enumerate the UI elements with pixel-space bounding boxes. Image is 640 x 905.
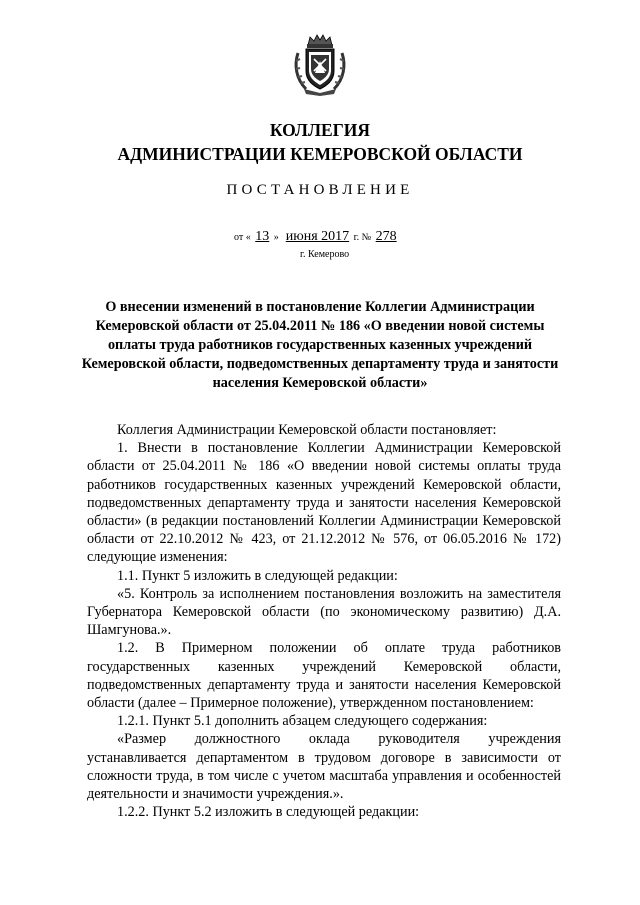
organization-name-line2: АДМИНИСТРАЦИИ КЕМЕРОВСКОЙ ОБЛАСТИ <box>117 144 523 164</box>
document-body <box>87 421 561 821</box>
date-day: 13 <box>255 229 270 244</box>
paragraph: «5. Контроль за исполнением постановления возложить на заместителя Губернатора Кемеровской области (по экономическому развитию) Д.А. Шамгунова.». <box>87 585 561 639</box>
paragraph: 1.2.1. Пункт 5.1 дополнить абзацем следующего содержания: <box>117 713 488 730</box>
paragraph: Коллегия Администрации Кемеровской области постановляет: <box>117 422 497 438</box>
city: г. Кемерово <box>300 249 350 260</box>
paragraph: 1.2. В Примерном положении об оплате труда работников государственных казенных учреждений Кемеровской области, подведомственных департаменту труда и занятости населения Кемеровской области (далее – Примерное положение), утвержденном постановлением: <box>87 640 561 712</box>
date-line <box>234 229 399 245</box>
date-month-year: июня 2017 <box>285 229 350 244</box>
document-type: ПОСТАНОВЛЕНИЕ <box>226 182 414 198</box>
document-number: 278 <box>375 229 397 244</box>
coat-of-arms-icon <box>292 33 348 96</box>
paragraph: 1.1. Пункт 5 изложить в следующей редакции: <box>117 567 398 584</box>
paragraph: «Размер должностного оклада руководителя учреждения устанавливается департаментом в трудовом договоре в зависимости от сложности труда, в том числе с учетом масштаба управления и особенностей деятельности и значимости учреждения.». <box>87 731 561 803</box>
number-prefix: № <box>361 232 372 243</box>
document-title: О внесении изменений в постановление Коллегии Администрации Кемеровской области от 25.04.2011 № 186 «О введении новой системы оплаты труда работников государственных казенных учреждений Кемеровской области, подведомственных департаменту труда и занятости населения Кемеровской области» <box>81 299 559 391</box>
paragraph: 1.2.2. Пункт 5.2 изложить в следующей редакции: <box>117 804 420 821</box>
date-year-suffix: г. <box>353 232 360 243</box>
date-prefix: от « <box>234 232 251 243</box>
organization-name-line1: КОЛЛЕГИЯ <box>269 120 371 140</box>
date-quote-close: » <box>273 232 279 243</box>
paragraph: 1. Внести в постановление Коллегии Администрации Кемеровской области от 25.04.2011 № 186 «О введении новой системы оплаты труда работников государственных казенных учреждений Кемеровской области, подведомственных департаменту труда и занятости населения Кемеровской области» (в редакции постановлений Коллегии Администрации Кемеровской области от 22.10.2012 № 423, от 21.12.2012 № 576, от 06.05.2016 № 172) следующие изменения: <box>87 440 561 566</box>
